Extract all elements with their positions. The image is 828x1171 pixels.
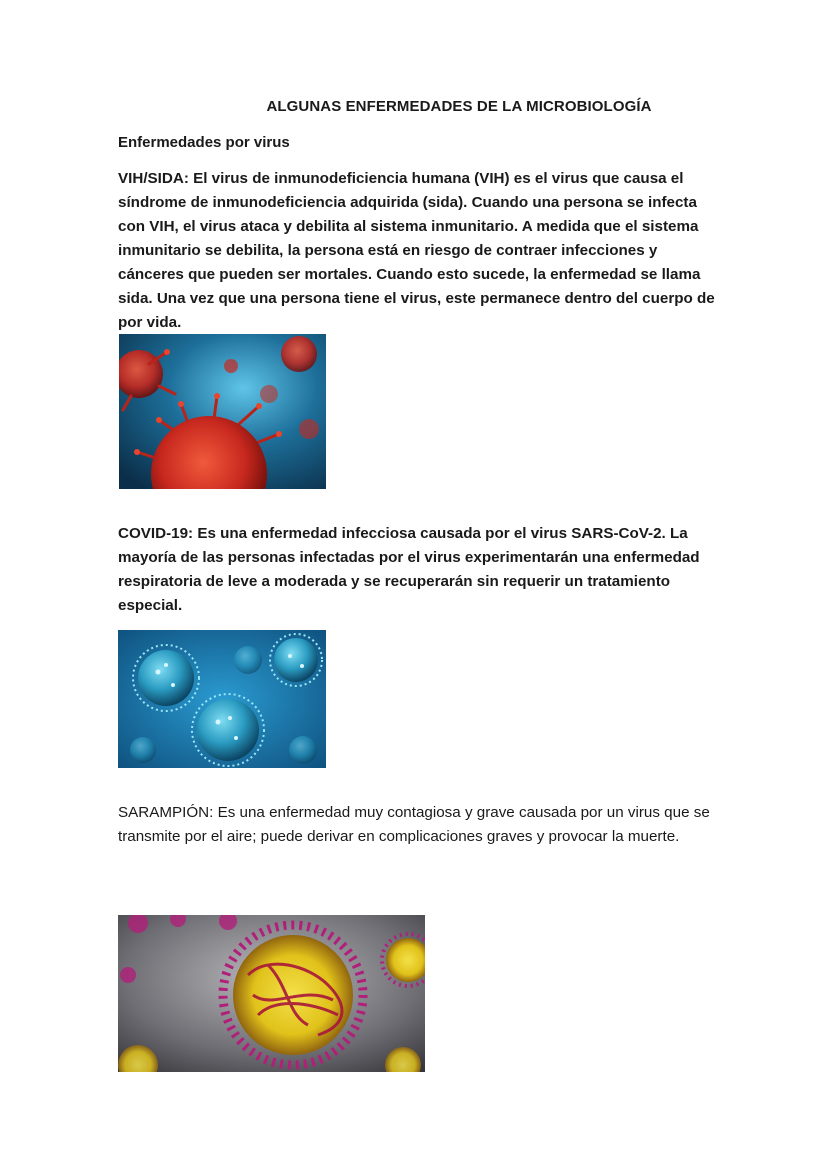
document-title: ALGUNAS ENFERMEDADES DE LA MICROBIOLOGÍA bbox=[266, 98, 652, 115]
paragraph-measles: SARAMPIÓN: Es una enfermedad muy contagiosa y grave causada por un virus que se transmite por el aire; puede derivar en complicaciones graves y provocar la muerte. bbox=[118, 804, 710, 845]
hiv-virus-image bbox=[119, 334, 326, 489]
section-heading: Enfermedades por virus bbox=[118, 134, 290, 151]
paragraph-covid: COVID-19: Es una enfermedad infecciosa causada por el virus SARS-CoV-2. La mayoría de las personas infectadas por el virus experimentarán una enfermedad respiratoria de leve a moderada y se recuperarán sin requerir un tratamiento especial. bbox=[118, 525, 700, 614]
hiv-virus-illustration bbox=[119, 334, 326, 489]
covid-virus-image bbox=[118, 630, 326, 768]
paragraph-hiv: VIH/SIDA: El virus de inmunodeficiencia humana (VIH) es el virus que causa el síndrome de inmunodeficiencia adquirida (sida). Cuando una persona se infecta con VIH, el virus ataca y debilita al sistema inmunitario. A medida que el sistema inmunitario se debilita, la persona está en riesgo de contraer infecciones y cánceres que pueden ser mortales. Cuando esto sucede, la enfermedad se llama sida. Una vez que una persona tiene el virus, este permanece dentro del cuerpo de por vida. bbox=[118, 170, 715, 331]
covid-virus-illustration bbox=[118, 630, 326, 768]
measles-virus-illustration bbox=[118, 915, 425, 1072]
measles-virus-image bbox=[118, 915, 425, 1072]
